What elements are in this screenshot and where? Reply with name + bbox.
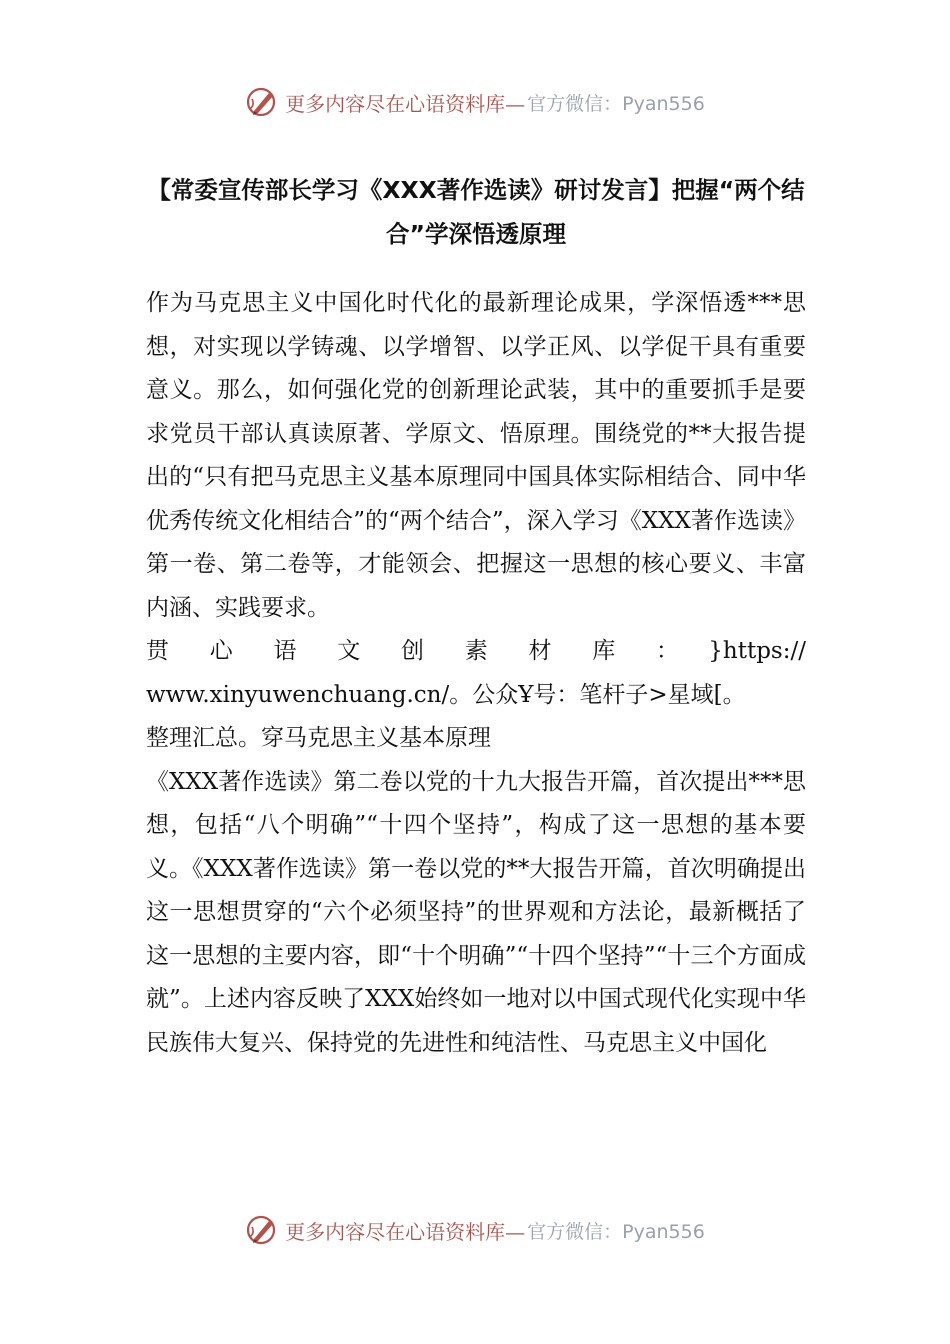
document-title: 【常委宣传部长学习《XXX著作选读》研讨发言】把握“两个结合”学深悟透原理 [147,176,805,248]
footer-banner [0,1208,950,1252]
paragraph-source-url: www.xinyuwenchuang.cn/。公众Ұ号：笔杆子>星域[。 [146,681,746,708]
pen-logo-icon [245,85,279,119]
banner-main-text: 更多内容尽在心语资料库— [285,1219,526,1244]
banner-sub-text: 官方微信：Pyan556 [527,1220,705,1243]
banner-main-text: 更多内容尽在心语资料库— [285,91,526,116]
paragraph-content: 《XXX著作选读》第二卷以党的十九大报告开篇，首次提出***思想，包括“八个明确”“十四个坚持”，构成了这一思想的基本要义。《XXX著作选读》第一卷以党的**大报告开篇，首次明确提出这一思想贯穿的“六个必须坚持”的世界观和方法论，最新概括了这一思想的主要内容，即“十个明确”“十四个坚持”“十三个方面成就”。上述内容反映了XXX始终如一地对以中国式现代化实现中华民族伟大复兴、保持党的先进性和纯洁性、马克思主义中国化 [146,768,806,1056]
paragraph-section-heading: 整理汇总。穿马克思主义基本原理 [146,725,491,751]
document-body [146,282,806,1065]
paragraph-intro: 作为马克思主义中国化时代化的最新理论成果，学深悟透***思想，对实现以学铸魂、以学增智、以学正风、以学促干具有重要意义。那么，如何强化党的创新理论武装，其中的重要抓手是要求党员干部认真读原著、学原文、悟原理。围绕党的**大报告提出的“只有把马克思主义基本原理同中国具体实际相结合、同中华优秀传统文化相结合”的“两个结合”，深入学习《XXX著作选读》第一卷、第二卷等，才能领会、把握这一思想的核心要义、丰富内涵、实践要求。 [146,290,806,621]
pen-logo-icon [245,1213,279,1247]
paragraph-source-line: 贯心语文创素材库：}https:// [146,638,806,664]
header-banner [0,80,950,124]
banner-sub-text: 官方微信：Pyan556 [527,92,705,115]
